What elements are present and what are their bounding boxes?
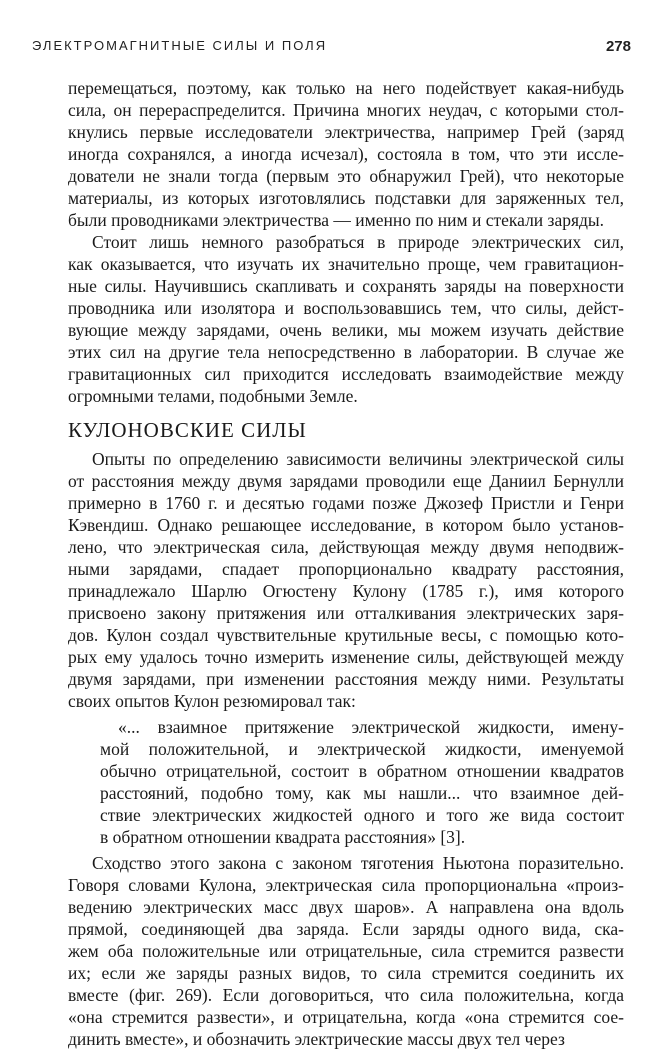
text-line: вующие между зарядами, очень велики, мы можем изучать действие — [68, 320, 624, 340]
quote-line: «... взаимное притяжение электрической жидкости, имену- — [118, 717, 624, 737]
text-line: дов. Кулон создал чувствительные крутильные весы, с помощью кото- — [68, 625, 624, 645]
text-line: прямой, соединяющей два заряда. Если заряды одного вида, ска- — [68, 919, 624, 939]
text-line: дователи не знали тогда (первым это обнаружил Грей), что некоторые — [68, 166, 624, 186]
text-line: огромными телами, подобными Земле. — [68, 386, 358, 406]
text-line: материалы, из которых изготовлялись подставки для заряженных тел, — [68, 188, 624, 208]
text-line: принадлежало Шарлю Огюстену Кулону (1785 г.), имя которого — [68, 581, 624, 601]
quote-line: обычно отрицательной, состоит в обратном отношении квадратов — [100, 761, 624, 781]
text-line: примерно в 1760 г. и десятью годами позже Джозеф Пристли и Генри — [68, 493, 624, 513]
text-line: своих опытов Кулон резюмировал так: — [68, 691, 356, 711]
quote-line: расстояний, подобно тому, как мы нашли... что взаимное дей- — [100, 783, 624, 803]
quote-line: в обратном отношении квадрата расстояния» [3]. — [100, 827, 466, 847]
text-line: Опыты по определению зависимости величины электрической силы — [92, 449, 624, 469]
text-line: Говоря словами Кулона, электрическая сила пропорциональна «произ- — [68, 875, 624, 895]
text-line: сила, он перераспределится. Причина многих неудач, с которыми стол- — [68, 100, 624, 120]
text-line: ведению электрических масс двух шаров». А направлена она вдоль — [68, 897, 624, 917]
text-line: жем оба положительные или отрицательные, сила стремится развести — [68, 941, 624, 961]
running-title: ЭЛЕКТРОМАГНИТНЫЕ СИЛЫ И ПОЛЯ — [32, 38, 328, 53]
text-line: «она стремится развести», и отрицательна, когда «она стремится сое- — [68, 1007, 624, 1027]
text-line: перемещаться, поэтому, как только на него подействует какая-нибудь — [68, 78, 624, 98]
text-line: этих сил на другие тела непосредственно в лаборатории. В случае же — [68, 342, 624, 362]
text-line: гравитационных сил приходится исследовать взаимодействие между — [68, 364, 624, 384]
text-line: рых ему удалось точно измерить изменение силы, действующей между — [68, 647, 624, 667]
quote-line: ствие электрических жидкостей одного и того же вида состоит — [100, 805, 624, 825]
text-line: присвоено закону притяжения или отталкивания электрических заря- — [68, 603, 624, 623]
text-line: динить вместе», и обозначить электрические массы двух тел через — [68, 1029, 565, 1049]
quote-line: мой положительной, и электрической жидкости, именуемой — [100, 739, 624, 759]
text-line: Кэвендиш. Однако решающее исследование, в котором было установ- — [68, 515, 624, 535]
section-heading: КУЛОНОВСКИЕ СИЛЫ — [68, 418, 307, 442]
text-line: двумя зарядами, при изменении расстояния между ними. Результаты — [68, 669, 624, 689]
text-line: от расстояния между двумя зарядами проводили еще Даниил Бернулли — [68, 471, 624, 491]
text-line: ные силы. Научившись скапливать и сохранять заряды на поверхности — [68, 276, 624, 296]
text-line: их; если же заряды разных видов, то сила стремится соединить их — [68, 963, 624, 983]
text-line: лено, что электрическая сила, действующая между двумя неподвиж- — [68, 537, 624, 557]
text-line: Сходство этого закона с законом тяготения Ньютона поразительно. — [92, 853, 624, 873]
text-line: были проводниками электричества — именно по ним и стекали заряды. — [68, 210, 605, 230]
page-number: 278 — [605, 38, 631, 55]
text-line: Стоит лишь немного разобраться в природе электрических сил, — [92, 232, 624, 252]
text-line: как оказывается, что изучать их значительно проще, чем гравитацион- — [68, 254, 624, 274]
text-line: кнулись первые исследователи электричества, например Грей (заряд — [68, 122, 624, 142]
text-line: иногда сохранялся, а иногда исчезал), состояла в том, что эти иссле- — [68, 144, 624, 164]
text-line: вместе (фиг. 269). Если договориться, что сила положительна, когда — [68, 985, 624, 1005]
text-line: ными зарядами, спадает пропорционально квадрату расстояния, — [68, 559, 624, 579]
text-line: проводника или изолятора и воспользовавшись тем, что силы, дейст- — [68, 298, 624, 318]
